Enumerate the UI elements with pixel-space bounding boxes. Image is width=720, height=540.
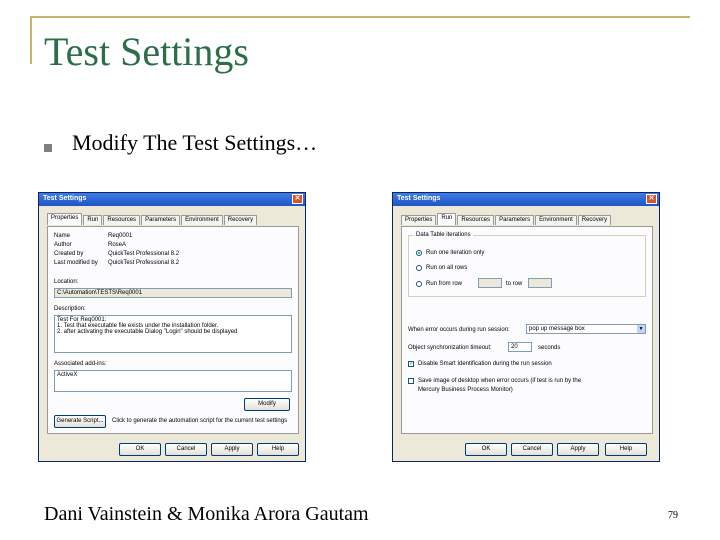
radio-run-one-label: Run one iteration only xyxy=(426,250,485,256)
chevron-down-icon[interactable]: ▼ xyxy=(638,326,644,332)
help-button[interactable]: Help xyxy=(257,443,299,456)
test-settings-dialog-run xyxy=(392,192,660,462)
dialog-titlebar xyxy=(39,193,305,206)
prop-label-author: Author xyxy=(54,242,72,248)
addins-list[interactable]: ActiveX xyxy=(54,370,292,392)
error-dropdown[interactable] xyxy=(526,324,646,334)
cancel-button[interactable]: Cancel xyxy=(511,443,553,456)
addins-label: Associated add-ins: xyxy=(54,361,107,367)
timeout-label: Object synchronization timeout: xyxy=(408,345,492,351)
close-icon[interactable]: ✕ xyxy=(646,194,657,204)
tab-run[interactable]: Run xyxy=(83,215,102,225)
prop-label-modified: Last modified by xyxy=(54,260,98,266)
ok-button[interactable]: OK xyxy=(119,443,161,456)
radio-run-one[interactable] xyxy=(416,250,422,256)
run-panel xyxy=(401,226,653,434)
close-icon[interactable]: ✕ xyxy=(292,194,303,204)
description-line-3: 2. after activating the executable Dialog "Login" should be displayed xyxy=(57,329,238,335)
tab-parameters[interactable]: Parameters xyxy=(141,215,180,225)
prop-value-created: QuickTest Professional 8.2 xyxy=(108,251,180,257)
timeout-unit: seconds xyxy=(538,345,561,351)
description-line-2: 1. Test that executable file exists under the installation folder. xyxy=(57,323,219,329)
prop-value-name: Req0001 xyxy=(108,233,133,239)
tab-environment[interactable]: Environment xyxy=(535,215,577,225)
page-number: 79 xyxy=(668,510,678,521)
title-rule xyxy=(30,16,690,18)
error-dropdown-value: pop up message box xyxy=(529,326,585,332)
properties-panel xyxy=(47,226,299,434)
tab-recovery[interactable]: Recovery xyxy=(224,215,257,225)
iterations-group-label: Data Table iterations xyxy=(416,232,471,238)
to-row-label: to row xyxy=(506,281,523,287)
checkbox-disable-smart-id[interactable]: ✓ xyxy=(409,361,415,367)
prop-value-modified: QuickTest Professional 8.2 xyxy=(108,260,180,266)
tab-run[interactable]: Run xyxy=(437,213,456,225)
title-side-rule xyxy=(30,16,32,64)
footer-author: Dani Vainstein & Monika Arora Gautam xyxy=(44,503,369,525)
tab-environment[interactable]: Environment xyxy=(181,215,223,225)
bullet-icon xyxy=(44,144,52,152)
checkbox-save-image-label: Save image of desktop when error occurs (if test is run by the xyxy=(418,378,582,384)
help-button[interactable]: Help xyxy=(605,443,647,456)
ok-button[interactable]: OK xyxy=(465,443,507,456)
dialog-title: Test Settings xyxy=(397,195,441,202)
generate-script-note: Click to generate the automation script for the current test settings xyxy=(112,418,288,424)
tab-recovery[interactable]: Recovery xyxy=(578,215,611,225)
checkbox-save-image[interactable] xyxy=(408,378,414,384)
dialog-title: Test Settings xyxy=(43,195,87,202)
slide-title: Test Settings xyxy=(44,29,249,74)
location-label: Location: xyxy=(54,279,79,285)
checkbox-disable-smart-id-label: Disable Smart Identification during the run session xyxy=(418,361,552,367)
generate-script-button[interactable]: Generate Script... xyxy=(54,415,106,428)
tab-resources[interactable]: Resources xyxy=(457,215,494,225)
description-line-1: Test For Req0001: xyxy=(57,317,107,323)
radio-run-all-label: Run on all rows xyxy=(426,265,468,271)
radio-run-from-label: Run from row xyxy=(426,281,463,287)
tab-properties[interactable]: Properties xyxy=(47,213,82,225)
error-label: When error occurs during run session: xyxy=(408,327,510,333)
apply-button[interactable]: Apply xyxy=(211,443,253,456)
tab-properties[interactable]: Properties xyxy=(401,215,436,225)
tab-resources[interactable]: Resources xyxy=(103,215,140,225)
bullet-text: Modify The Test Settings… xyxy=(72,130,318,155)
tab-parameters[interactable]: Parameters xyxy=(495,215,534,225)
prop-label-created: Created by xyxy=(54,251,84,257)
location-field[interactable]: C:\Automation\TESTS\Req0001 xyxy=(54,288,292,298)
prop-value-author: RoseA xyxy=(108,242,127,248)
radio-run-all[interactable] xyxy=(416,265,422,271)
to-row-input[interactable] xyxy=(528,278,552,288)
apply-button[interactable]: Apply xyxy=(557,443,599,456)
dialog-titlebar xyxy=(393,193,659,206)
tab-strip xyxy=(47,215,258,225)
modify-button[interactable]: Modify xyxy=(244,398,290,411)
description-label: Description: xyxy=(54,306,86,312)
test-settings-dialog-properties xyxy=(38,192,306,462)
prop-label-name: Name xyxy=(54,233,71,239)
description-textarea[interactable] xyxy=(54,315,292,353)
cancel-button[interactable]: Cancel xyxy=(165,443,207,456)
from-row-input[interactable] xyxy=(478,278,502,288)
timeout-input[interactable]: 20 xyxy=(508,342,532,352)
radio-run-from[interactable] xyxy=(416,281,422,287)
checkbox-save-image-label-2: Mercury Business Process Monitor) xyxy=(418,387,513,393)
tab-strip xyxy=(401,215,612,225)
